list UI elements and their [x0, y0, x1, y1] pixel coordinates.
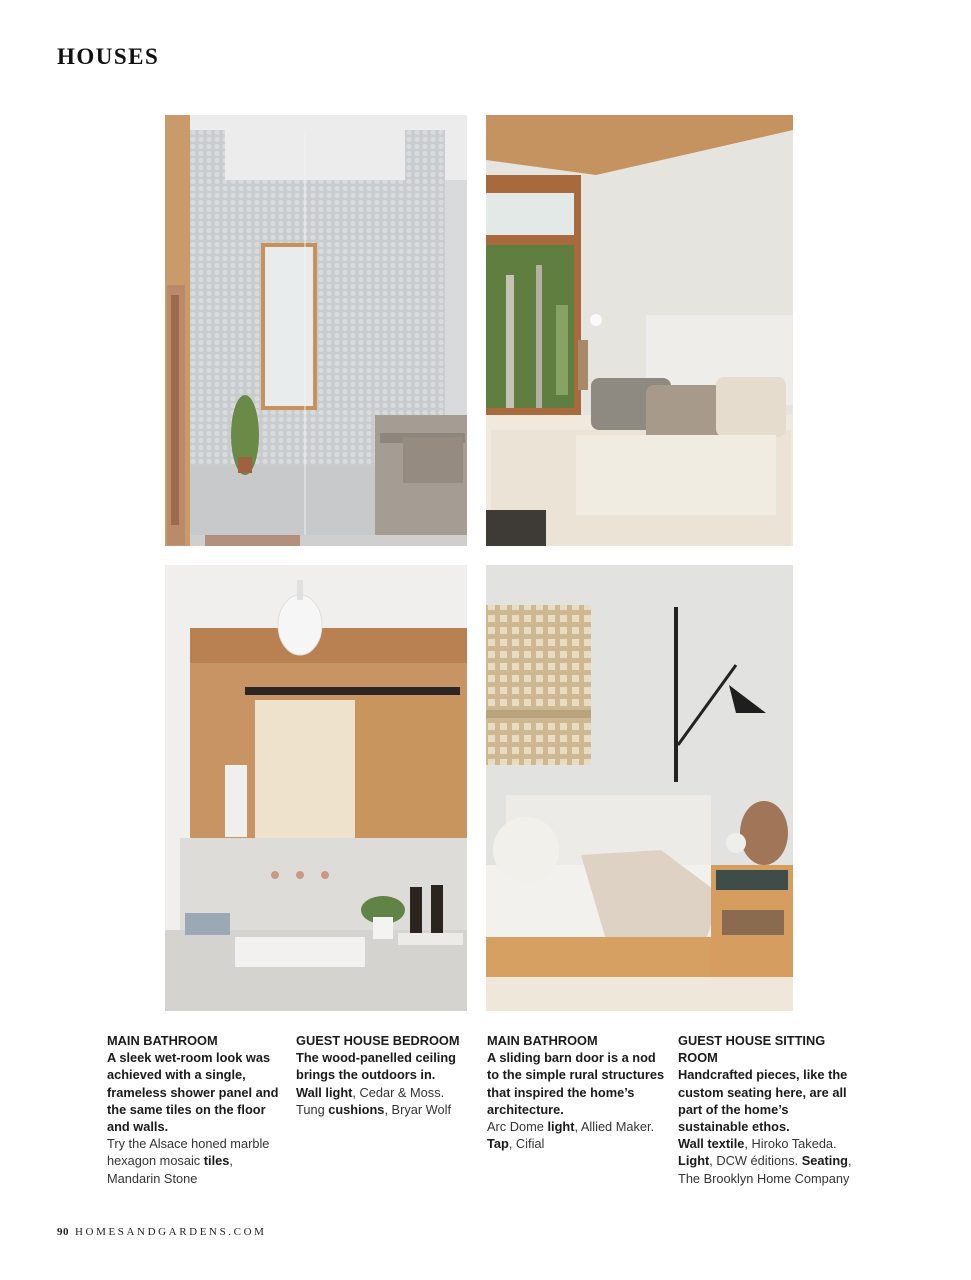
- credit-part: , Hiroko Takeda.: [744, 1136, 837, 1152]
- credit-part: Try the Alsace honed marble hexagon mosaic: [107, 1136, 270, 1169]
- credit-part: Wall light: [296, 1084, 353, 1100]
- caption-main-bathroom-2: [487, 1032, 665, 1152]
- caption-lead: Handcrafted pieces, like the custom seating here, are all part of the home’s sustainable ethos.: [678, 1067, 848, 1135]
- page-footer: [57, 1226, 267, 1238]
- caption-lead: The wood-panelled ceiling brings the outdoors in.: [296, 1050, 456, 1083]
- photo-guest-house-sitting-room: [486, 565, 793, 1011]
- caption-guest-house-sitting-room: [678, 1032, 856, 1187]
- credit-part: Wall textile: [678, 1136, 745, 1152]
- caption-credit: [678, 1135, 856, 1187]
- caption-credit: [487, 1118, 665, 1152]
- caption-heading: MAIN BATHROOM: [107, 1033, 218, 1048]
- caption-heading: MAIN BATHROOM: [487, 1033, 598, 1048]
- caption-main-bathroom-1: [107, 1032, 285, 1187]
- credit-part: , Cedar & Moss. Tung: [296, 1084, 445, 1117]
- caption-heading: GUEST HOUSE SITTING ROOM: [678, 1033, 826, 1066]
- caption-credit: [107, 1135, 285, 1187]
- credit-part: Arc Dome: [487, 1119, 548, 1135]
- photo-main-bathroom-shower: [165, 115, 467, 546]
- credit-part: tiles: [203, 1153, 230, 1169]
- credit-part: cushions: [328, 1101, 385, 1117]
- credit-part: Seating: [801, 1153, 848, 1169]
- credit-part: Light: [678, 1153, 710, 1169]
- section-title: HOUSES: [57, 44, 160, 69]
- caption-guest-house-bedroom: [296, 1032, 474, 1118]
- photo-main-bathroom-vanity: [165, 565, 467, 1011]
- site-url[interactable]: HOMESANDGARDENS.COM: [75, 1226, 267, 1238]
- photo-guest-house-bedroom: [486, 115, 793, 546]
- credit-part: Tap: [487, 1136, 509, 1152]
- caption-lead: A sliding barn door is a nod to the simple rural structures that inspired the home’s architecture.: [487, 1050, 665, 1117]
- credit-part: , Cifial: [508, 1136, 545, 1152]
- credit-part: , Mandarin Stone: [107, 1153, 233, 1186]
- credit-part: light: [547, 1119, 575, 1135]
- credit-part: , Allied Maker.: [574, 1119, 655, 1135]
- caption-lead: A sleek wet-room look was achieved with a single, frameless shower panel and the same tiles on the floor and walls.: [107, 1050, 279, 1135]
- caption-credit: [296, 1084, 474, 1118]
- credit-part: , Bryar Wolf: [384, 1101, 452, 1117]
- credit-part: , The Brooklyn Home Company: [678, 1153, 852, 1186]
- credit-part: , DCW éditions.: [709, 1153, 802, 1169]
- page-number: 90: [57, 1226, 69, 1238]
- caption-heading: GUEST HOUSE BEDROOM: [296, 1033, 460, 1048]
